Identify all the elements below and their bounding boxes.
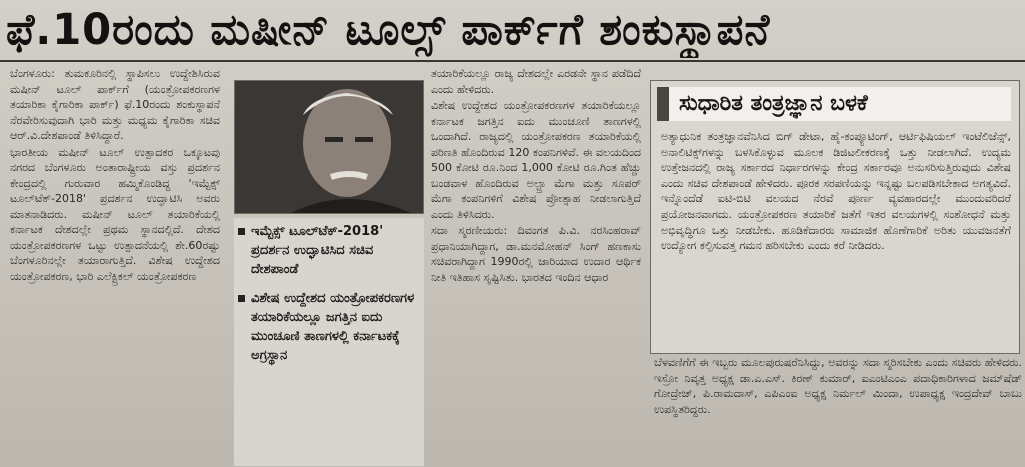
- bullet-square-icon: [238, 228, 245, 235]
- column3-paragraph-2: ವಿಶೇಷ ಉದ್ದೇಶದ ಯಂತ್ರೋಪಕರಣಗಳ ತಯಾರಿಕೆಯಲ್ಲೂ ಕರ್ನಾಟಕ ಜಗತ್ತಿನ ಐದು ಮುಂಚೂಣಿ ತಾಣಗಳಲ್ಲಿ ಒಂದಾಗಿದೆ. ರಾಜ್ಯದಲ್ಲಿ ಯಂತ್ರೋಪಕರಣ ತಯಾರಿಕೆಯಲ್ಲಿ ಪರಿಣತಿ ಹೊಂದಿರುವ 120 ಕಂಪನಿಗಳಿವೆ. ಈ ವಲಯದಿಂದ 500 ಕೋಟಿ ರೂ.ನಿಂದ 1,000 ಕೋಟಿ ರೂ.ಗಿಂತ ಹೆಚ್ಚು ಬಂಡವಾಳ ಹೊಂದಿರುವ ಅಲ್ಟ್ರಾ ಮೆಗಾ ಮತ್ತು ಸೂಪರ್ ಮೆಗಾ ಕಂಪನಿಗಳಿಗೆ ವಿಶೇಷ ಪ್ರೋತ್ಸಾಹ ನೀಡಲಾಗುತ್ತಿದೆ ಎಂದು ತಿಳಿಸಿದರು.: [431, 99, 641, 221]
- article-column-3: [431, 66, 641, 464]
- highlight-item: [238, 289, 420, 365]
- sidebar-box-paragraph: ಅತ್ಯಾಧುನಿಕ ತಂತ್ರಜ್ಞಾನವೆನಿಸಿದ ಬಿಗ್ ಡೇಟಾ, ಹೈ-ಕಂಪ್ಯೂಟಿಂಗ್, ಆರ್ಟಿಫಿಷಿಯಲ್ ಇಂಟೆಲಿಜೆನ್ಸ್, ಅನಾಲಿಟಿಕ್ಸ್‌ಗಳನ್ನು ಬಳಸಿಕೊಳ್ಳುವ ಮೂಲಕ ಡಿಜಿಟಲೀಕರಣಕ್ಕೆ ಒತ್ತು ನೀಡಲಾಗಿದೆ. ಉದ್ಯಮ ಉತ್ತೇಜನದಲ್ಲಿ ರಾಜ್ಯ ಸರ್ಕಾರದ ನಿರ್ಧಾರಗಳನ್ನು ಕೇಂದ್ರ ಸರ್ಕಾರವೂ ಅನುಸರಿಸುತ್ತಿರುವುದು ವಿಶೇಷ ಎಂದು ಸಚಿವ ದೇಶಪಾಂಡೆ ಹೇಳಿದರು. ಪೂರಕ ಸರಪಣಿಯನ್ನು ಇನ್ನಷ್ಟು ಬಲಪಡಿಸಬೇಕಾದ ಅಗತ್ಯವಿದೆ. ಇನ್ನೊಂದೆಡೆ ಐಟಿ-ಬಿಟಿ ವಲಯದ ನೆರವೆ ಪೂರ್ಣ ವ್ಯವಹಾರದಲ್ಲೇ ಮುಂದುವರಿದರೆ ಪ್ರಯೋಜನವಾಗದು. ಯಂತ್ರೋಪಕರಣ ತಯಾರಿಕೆ ಜತೆಗೆ ಇತರ ವಲಯಗಳಲ್ಲಿ ಸಂಶೋಧನೆ ಮತ್ತು ಅಭಿವೃದ್ಧಿಗೂ ಒತ್ತು ನೀಡಬೇಕು. ಹೂಡಿಕೆದಾರರು ಸಾಮಾಜಿಕ ಹೊಣೆಗಾರಿಕೆ ಅರಿತು ಯುವಜನತೆಗೆ ಉದ್ಯೋಗ ಕಲ್ಪಿಸುವತ್ತ ಗಮನ ಹರಿಸಬೇಕು ಎಂದು ಕರೆ ನೀಡಿದರು.: [661, 130, 1011, 253]
- portrait-photo: [234, 80, 424, 214]
- column3-paragraph-3: ಸದಾ ಸ್ಮರಣೀಯರು: ದಿವಂಗತ ಪಿ.ವಿ. ನರಸಿಂಹರಾವ್ ಪ್ರಧಾನಿಯಾಗಿದ್ದಾಗ, ಡಾ.ಮನಮೋಹನ್ ಸಿಂಗ್ ಹಣಕಾಸು ಸಚಿವರಾಗಿದ್ದಾಗ 1990ರಲ್ಲಿ ಜಾರಿಯಾದ ಉದಾರ ಆರ್ಥಿಕ ನೀತಿ ಇತಿಹಾಸ ಸೃಷ್ಟಿಸಿತು. ಭಾರತದ ಇಂದಿನ ಆಧಾರ: [431, 224, 641, 284]
- column1-paragraph-1: ಬೆಂಗಳೂರು: ತುಮಕೂರಿನಲ್ಲಿ ಸ್ಥಾಪಿಸಲು ಉದ್ದೇಶಿಸಿರುವ ಮಷೀನ್ ಟೂಲ್ ಪಾರ್ಕ್‌ಗೆ (ಯಂತ್ರೋಪಕರಣಗಳ ತಯಾರಿಕಾ ಕೈಗಾರಿಕಾ ಪಾರ್ಕ್) ಫೆ.10ರಂದು ಶಂಕುಸ್ಥಾಪನೆ ನೆರವೇರಿಸುವುದಾಗಿ ಭಾರಿ ಮತ್ತು ಮಧ್ಯಮ ಕೈಗಾರಿಕಾ ಸಚಿವ ಆರ್.ವಿ.ದೇಶಪಾಂಡೆ ತಿಳಿಸಿದ್ದಾರೆ.: [10, 67, 220, 142]
- article-column-1: [10, 66, 220, 464]
- bullet-square-icon: [238, 295, 245, 302]
- column4-paragraph-1: ಬೆಳವಣಿಗೆಗೆ ಈ ಇಬ್ಬರು ಮೂಲಪುರುಷರೆನಿಸಿದ್ದು, ಅವರನ್ನು ಸದಾ ಸ್ಮರಿಸಬೇಕು ಎಂದು ಸಚಿವರು ಹೇಳಿದರು. ಇಸ್ರೋ ನಿವೃತ್ತ ಅಧ್ಯಕ್ಷ ಡಾ.ಎ.ಎಸ್. ಕಿರಣ್ ಕುಮಾರ್, ಐಎಂಟಿಎಂಎ ಪದಾಧಿಕಾರಿಗಳಾದ ಜಮ್‌ಷೆಡ್ ಗೋದ್ರೇಜ್, ಪಿ.ರಾಮದಾಸ್, ಎಪಿಎಂಐ ಅಧ್ಯಕ್ಷ ನಿರ್ಮಲ್ ಮಿಂದಾ, ಉಪಾಧ್ಯಕ್ಷ ಇಂದ್ರದೇವ್ ಬಾಬು ಉಪಸ್ಥಿತರಿದ್ದರು.: [654, 356, 1022, 416]
- sidebar-box-body: [661, 129, 1011, 254]
- column1-paragraph-2: ಭಾರತೀಯ ಮಷೀನ್ ಟೂಲ್ ಉತ್ಪಾದಕರ ಒಕ್ಕೂಟವು ನಗರದ ಬೆಂಗಳೂರು ಅಂತಾರಾಷ್ಟ್ರೀಯ ವಸ್ತು ಪ್ರದರ್ಶನ ಕೇಂದ್ರದಲ್ಲಿ ಗುರುವಾರ ಹಮ್ಮಿಕೊಂಡಿದ್ದ 'ಇಮ್ಟೆಕ್ಸ್ ಟೂಲ್‌ಟೆಕ್-2018' ಪ್ರದರ್ಶನ ಉದ್ಘಾಟಿಸಿ ಅವರು ಮಾತನಾಡಿದರು. ಮಷೀನ್ ಟೂಲ್ ತಯಾರಿಕೆಯಲ್ಲಿ ಕರ್ನಾಟಕ ದೇಶದಲ್ಲೇ ಪ್ರಥಮ ಸ್ಥಾನದಲ್ಲಿದೆ. ದೇಶದ ಯಂತ್ರೋಪಕರಣಗಳ ಒಟ್ಟು ಉತ್ಪಾದನೆಯಲ್ಲಿ ಶೇ.60ರಷ್ಟು ಬೆಂಗಳೂರಿನಲ್ಲೇ ತಯಾರಾಗುತ್ತಿದೆ. ವಿಶೇಷ ಉದ್ದೇಶದ ಯಂತ್ರೋಪಕರಣ, ಭಾರಿ ಎಲೆಕ್ಟ್ರಿಕಲ್ ಯಂತ್ರೋಪಕರಣ: [10, 145, 220, 283]
- portrait-photo-icon: [235, 81, 423, 213]
- highlight-item: [238, 222, 420, 279]
- sidebar-box-title: ಸುಧಾರಿತ ತಂತ್ರಜ್ಞಾನ ಬಳಕೆ: [657, 87, 1011, 121]
- column3-paragraph-1: ತಯಾರಿಕೆಯಲ್ಲೂ ರಾಜ್ಯ ದೇಶದಲ್ಲೇ ಎರಡನೇ ಸ್ಥಾನ ಪಡೆದಿದೆ ಎಂದು ಹೇಳಿದರು.: [431, 67, 641, 96]
- sidebar-box: [650, 80, 1020, 354]
- highlight-text: ವಿಶೇಷ ಉದ್ದೇಶದ ಯಂತ್ರೋಪಕರಣಗಳ ತಯಾರಿಕೆಯಲ್ಲೂ ಜಗತ್ತಿನ ಐದು ಮುಂಚೂಣಿ ತಾಣಗಳಲ್ಲಿ ಕರ್ನಾಟಕಕ್ಕೆ ಅಗ್ರಸ್ಥಾನ: [251, 291, 415, 363]
- article-column-4: [654, 355, 1022, 467]
- highlights-box: [234, 218, 424, 466]
- highlight-text: ಇಮ್ಟೆಕ್ಸ್ ಟೂಲ್‌ಟೆಕ್-2018' ಪ್ರದರ್ಶನ ಉದ್ಘಾಟಿಸಿದ ಸಚಿವ ದೇಶಪಾಂಡೆ: [251, 224, 384, 277]
- headline: ಫೆ.10ರಂದು ಮಷೀನ್ ಟೂಲ್ಸ್ ಪಾರ್ಕ್‌ಗೆ ಶಂಕುಸ್ಥಾಪನೆ: [6, 5, 771, 55]
- headline-rule: [0, 60, 1025, 62]
